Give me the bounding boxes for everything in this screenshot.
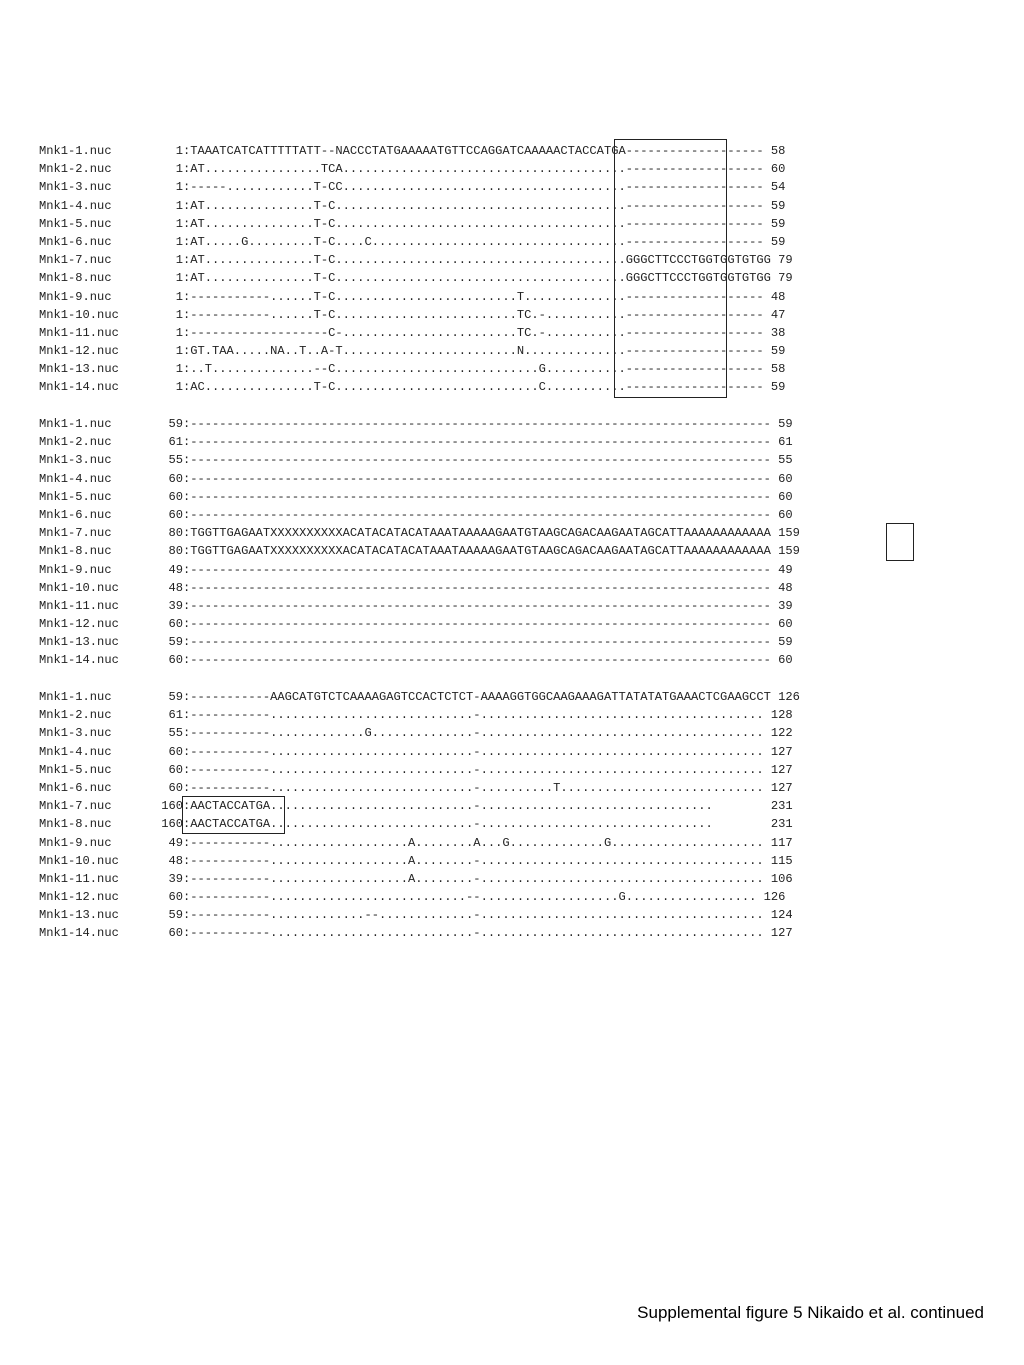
- start-position: 61: [168, 435, 183, 450]
- start-position: 1: [175, 234, 183, 249]
- start-position: 60: [168, 780, 183, 795]
- end-position: 55: [770, 453, 793, 468]
- sequence-name: Mnk1-2.nuc: [39, 162, 112, 177]
- end-position: 38: [763, 325, 786, 340]
- sequence-string: AACTACCATGA............................-................................: [190, 817, 764, 832]
- sequence-string: AACTACCATGA............................-................................: [190, 799, 764, 814]
- end-position: 159: [770, 544, 800, 559]
- end-position: 60: [770, 489, 793, 504]
- start-position: 48: [168, 853, 183, 868]
- separator: :: [183, 216, 191, 231]
- sequence-name: Mnk1-12.nuc: [39, 890, 119, 905]
- sequence-string: -----------AAGCATGTCTCAAAAGAGTCCACTCTCT-AAAAGGTGGCAAGAAAGATTATATATGAAACTCGAAGCCT: [190, 690, 771, 704]
- sequence-name: Mnk1-5.nuc: [39, 762, 112, 777]
- end-position: 60: [763, 162, 786, 177]
- sequence-name: Mnk1-4.nuc: [39, 744, 112, 759]
- end-position: 61: [770, 435, 793, 450]
- end-position: 126: [756, 890, 786, 905]
- start-position: 1: [175, 344, 183, 359]
- separator: :: [183, 325, 191, 340]
- end-position: 115: [763, 853, 793, 868]
- end-position: 60: [770, 653, 793, 668]
- end-position: 231: [763, 799, 793, 814]
- separator: :: [183, 926, 191, 941]
- alignment-row: [39, 615, 800, 633]
- sequence-string: -----------.............G..............-.......................................: [190, 726, 764, 741]
- start-position: 59: [168, 635, 183, 650]
- sequence-string: --------------------------------------------------------------------------------: [190, 653, 771, 668]
- start-position: 1: [175, 144, 183, 158]
- sequence-name: Mnk1-1.nuc: [39, 144, 112, 158]
- alignment-row: [39, 579, 800, 597]
- sequence-string: -----------............................-.......................................: [190, 926, 764, 941]
- start-position: 60: [168, 890, 183, 905]
- sequence-string: --------------------------------------------------------------------------------: [190, 562, 771, 577]
- sequence-string: -----------............................-.......................................: [190, 762, 764, 777]
- separator: :: [183, 234, 191, 249]
- sequence-string: --------------------------------------------------------------------------------: [190, 489, 771, 504]
- sequence-string: AC...............T-C............................C...........-------------------: [190, 380, 764, 395]
- sequence-name: Mnk1-4.nuc: [39, 198, 112, 213]
- sequence-string: TGGTTGAGAATXXXXXXXXXXACATACATACATAAATAAAAAGAATGTAAGCAGACAAGAATAGCATTAAAAAAAAAAAA: [190, 526, 771, 541]
- separator: :: [183, 635, 191, 650]
- sequence-string: -----------............................-..........T............................: [190, 780, 764, 795]
- sequence-string: AT...............T-C........................................-------------------: [190, 198, 764, 213]
- separator: :: [183, 762, 191, 777]
- sequence-string: --------------------------------------------------------------------------------: [190, 598, 771, 613]
- alignment-row: [39, 451, 800, 469]
- separator: :: [183, 780, 191, 795]
- separator: :: [183, 799, 191, 814]
- alignment-row: [39, 561, 800, 579]
- alignment-row: [39, 888, 800, 906]
- sequence-name: Mnk1-9.nuc: [39, 562, 112, 577]
- alignment-row: [39, 415, 800, 433]
- end-position: 48: [770, 580, 793, 595]
- sequence-string: -----............T-CC.......................................-------------------: [190, 180, 764, 195]
- sequence-string: AT.....G.........T-C....C...................................-------------------: [190, 234, 764, 249]
- sequence-string: AT...............T-C........................................GGGCTTCCCTGGTGGTGTGG: [190, 271, 771, 286]
- separator: :: [183, 526, 191, 541]
- alignment-row: [39, 779, 800, 797]
- sequence-name: Mnk1-10.nuc: [39, 580, 119, 595]
- alignment-row: [39, 834, 800, 852]
- sequence-name: Mnk1-6.nuc: [39, 507, 112, 522]
- sequence-string: --------------------------------------------------------------------------------: [190, 507, 771, 522]
- separator: :: [183, 453, 191, 468]
- sequence-name: Mnk1-3.nuc: [39, 726, 112, 741]
- start-position: 59: [168, 908, 183, 923]
- separator: :: [183, 708, 191, 723]
- start-position: 1: [175, 289, 183, 304]
- end-position: 59: [763, 198, 786, 213]
- separator: :: [183, 162, 191, 177]
- separator: :: [183, 344, 191, 359]
- alignment-row: [39, 797, 800, 815]
- start-position: 1: [175, 162, 183, 177]
- start-position: 1: [175, 180, 183, 195]
- sequence-string: AT...............T-C........................................GGGCTTCCCTGGTGGTGTGG: [190, 253, 771, 268]
- sequence-name: Mnk1-3.nuc: [39, 453, 112, 468]
- end-position: 127: [763, 780, 793, 795]
- start-position: 1: [175, 198, 183, 213]
- alignment-row: [39, 597, 800, 615]
- end-position: 127: [763, 762, 793, 777]
- start-position: 1: [175, 253, 183, 268]
- start-position: 60: [168, 617, 183, 632]
- start-position: 60: [168, 762, 183, 777]
- separator: :: [183, 598, 191, 613]
- sequence-string: AT...............T-C........................................-------------------: [190, 216, 764, 231]
- start-position: 60: [168, 489, 183, 504]
- sequence-string: -----------...........................--...................G..................: [190, 890, 757, 905]
- sequence-name: Mnk1-3.nuc: [39, 180, 112, 195]
- sequence-string: --------------------------------------------------------------------------------: [190, 617, 771, 632]
- separator: :: [183, 380, 191, 395]
- sequence-string: --------------------------------------------------------------------------------: [190, 417, 771, 431]
- sequence-string: --------------------------------------------------------------------------------: [190, 453, 771, 468]
- separator: :: [183, 289, 191, 304]
- sequence-string: --------------------------------------------------------------------------------: [190, 580, 771, 595]
- alignment-row: [39, 433, 800, 451]
- highlight-box-block3-repeat: [182, 796, 285, 834]
- start-position: 1: [175, 362, 183, 377]
- end-position: 122: [763, 726, 793, 741]
- separator: :: [183, 562, 191, 577]
- sequence-string: -----------......T-C.........................T..............-------------------: [190, 289, 764, 304]
- sequence-name: Mnk1-13.nuc: [39, 635, 119, 650]
- separator: :: [183, 817, 191, 832]
- figure-caption: Supplemental figure 5 Nikaido et al. continued: [637, 1303, 984, 1322]
- alignment-block: [39, 688, 800, 943]
- start-position: 61: [168, 708, 183, 723]
- sequence-string: --------------------------------------------------------------------------------: [190, 635, 771, 650]
- end-position: 39: [770, 598, 793, 613]
- sequence-string: ..T..............--C............................G...........-------------------: [190, 362, 764, 377]
- end-position: 58: [763, 144, 786, 158]
- separator: :: [183, 653, 191, 668]
- alignment-row: [39, 852, 800, 870]
- sequence-name: Mnk1-2.nuc: [39, 708, 112, 723]
- sequence-name: Mnk1-5.nuc: [39, 489, 112, 504]
- highlight-box-block2-polya: [886, 523, 914, 561]
- alignment-row: [39, 743, 800, 761]
- start-position: 49: [168, 835, 183, 850]
- separator: :: [183, 417, 191, 431]
- start-position: 1: [175, 271, 183, 286]
- end-position: 59: [763, 216, 786, 231]
- sequence-name: Mnk1-7.nuc: [39, 799, 112, 814]
- end-position: 117: [763, 835, 793, 850]
- sequence-string: -----------............................-.......................................: [190, 744, 764, 759]
- start-position: 39: [168, 598, 183, 613]
- end-position: 128: [763, 708, 793, 723]
- end-position: 59: [763, 234, 786, 249]
- start-position: 60: [168, 653, 183, 668]
- sequence-string: -----------...................A........-.......................................: [190, 853, 764, 868]
- end-position: 79: [770, 271, 793, 286]
- start-position: 1: [175, 307, 183, 322]
- sequence-string: AT................TCA.......................................-------------------: [190, 162, 764, 177]
- sequence-name: Mnk1-5.nuc: [39, 216, 112, 231]
- end-position: 126: [770, 690, 800, 704]
- end-position: 59: [770, 635, 793, 650]
- end-position: 124: [763, 908, 793, 923]
- separator: :: [183, 507, 191, 522]
- sequence-name: Mnk1-8.nuc: [39, 817, 112, 832]
- separator: :: [183, 180, 191, 195]
- start-position: 49: [168, 562, 183, 577]
- end-position: 127: [763, 744, 793, 759]
- end-position: 59: [763, 344, 786, 359]
- separator: :: [183, 435, 191, 450]
- alignment-row: [39, 906, 800, 924]
- sequence-string: GT.TAA.....NA..T..A-T........................N..............-------------------: [190, 344, 764, 359]
- alignment-row: [39, 488, 800, 506]
- end-position: 60: [770, 617, 793, 632]
- separator: :: [183, 471, 191, 486]
- sequence-string: -------------------C-........................TC.-...........-------------------: [190, 325, 764, 340]
- sequence-string: --------------------------------------------------------------------------------: [190, 471, 771, 486]
- separator: :: [183, 690, 191, 704]
- sequence-name: Mnk1-13.nuc: [39, 362, 119, 377]
- alignment-row: [39, 542, 800, 560]
- end-position: 47: [763, 307, 786, 322]
- separator: :: [183, 835, 191, 850]
- end-position: 60: [770, 471, 793, 486]
- alignment-row: [39, 688, 800, 706]
- end-position: 59: [763, 380, 786, 395]
- end-position: 60: [770, 507, 793, 522]
- start-position: 55: [168, 726, 183, 741]
- sequence-name: Mnk1-11.nuc: [39, 325, 119, 340]
- start-position: 1: [175, 380, 183, 395]
- sequence-name: Mnk1-1.nuc: [39, 417, 112, 431]
- separator: :: [183, 362, 191, 377]
- sequence-string: -----------.............--.............-.......................................: [190, 908, 764, 923]
- separator: :: [183, 580, 191, 595]
- start-position: 59: [168, 417, 183, 431]
- end-position: 159: [770, 526, 800, 541]
- sequence-string: -----------......T-C.........................TC.-...........-------------------: [190, 307, 764, 322]
- sequence-name: Mnk1-8.nuc: [39, 544, 112, 559]
- separator: :: [183, 307, 191, 322]
- end-position: 231: [763, 817, 793, 832]
- sequence-string: TAAATCATCATTTTTATT--NACCCTATGAAAAATGTTCCAGGATCAAAAACTACCATGA-------------------: [190, 144, 764, 158]
- separator: :: [183, 890, 191, 905]
- alignment-row: [39, 724, 800, 742]
- sequence-name: Mnk1-11.nuc: [39, 598, 119, 613]
- start-position: 39: [168, 871, 183, 886]
- sequence-name: Mnk1-12.nuc: [39, 344, 119, 359]
- sequence-name: Mnk1-14.nuc: [39, 380, 119, 395]
- end-position: 48: [763, 289, 786, 304]
- sequence-name: Mnk1-10.nuc: [39, 307, 119, 322]
- separator: :: [183, 198, 191, 213]
- sequence-name: Mnk1-6.nuc: [39, 234, 112, 249]
- separator: :: [183, 853, 191, 868]
- separator: :: [183, 253, 191, 268]
- start-position: 1: [175, 216, 183, 231]
- sequence-name: Mnk1-9.nuc: [39, 835, 112, 850]
- alignment-row: [39, 470, 800, 488]
- alignment-row: [39, 633, 800, 651]
- start-position: 1: [175, 325, 183, 340]
- separator: :: [183, 744, 191, 759]
- separator: :: [183, 271, 191, 286]
- sequence-name: Mnk1-7.nuc: [39, 253, 112, 268]
- alignment-block: [39, 415, 800, 670]
- start-position: 60: [168, 507, 183, 522]
- alignment-row: [39, 506, 800, 524]
- alignment-row: [39, 651, 800, 669]
- sequence-name: Mnk1-14.nuc: [39, 653, 119, 668]
- start-position: 60: [168, 471, 183, 486]
- start-position: 80: [168, 544, 183, 559]
- alignment-row: [39, 761, 800, 779]
- sequence-name: Mnk1-2.nuc: [39, 435, 112, 450]
- end-position: 58: [763, 362, 786, 377]
- start-position: 160: [161, 799, 183, 814]
- separator: :: [183, 908, 191, 923]
- start-position: 80: [168, 526, 183, 541]
- sequence-name: Mnk1-6.nuc: [39, 780, 112, 795]
- alignment-row: [39, 706, 800, 724]
- start-position: 60: [168, 744, 183, 759]
- sequence-name: Mnk1-13.nuc: [39, 908, 119, 923]
- sequence-string: -----------...................A........-.......................................: [190, 871, 764, 886]
- alignment-row: [39, 924, 800, 942]
- separator: :: [183, 544, 191, 559]
- separator: :: [183, 726, 191, 741]
- sequence-name: Mnk1-4.nuc: [39, 471, 112, 486]
- start-position: 60: [168, 926, 183, 941]
- sequence-name: Mnk1-7.nuc: [39, 526, 112, 541]
- end-position: 106: [763, 871, 793, 886]
- alignment-row: [39, 815, 800, 833]
- sequence-name: Mnk1-10.nuc: [39, 853, 119, 868]
- end-position: 127: [763, 926, 793, 941]
- sequence-string: -----------...................A........A...G.............G.....................: [190, 835, 764, 850]
- sequence-string: -----------............................-.......................................: [190, 708, 764, 723]
- end-position: 59: [770, 417, 793, 431]
- sequence-name: Mnk1-11.nuc: [39, 871, 119, 886]
- sequence-name: Mnk1-12.nuc: [39, 617, 119, 632]
- sequence-name: Mnk1-1.nuc: [39, 690, 112, 704]
- end-position: 79: [770, 253, 793, 268]
- start-position: 59: [168, 690, 183, 704]
- start-position: 55: [168, 453, 183, 468]
- end-position: 49: [770, 562, 793, 577]
- alignment-row: [39, 524, 800, 542]
- highlight-box-block1-motif: [614, 139, 727, 398]
- sequence-string: --------------------------------------------------------------------------------: [190, 435, 771, 450]
- alignment-row: [39, 870, 800, 888]
- end-position: 54: [763, 180, 786, 195]
- sequence-name: Mnk1-8.nuc: [39, 271, 112, 286]
- separator: :: [183, 144, 191, 158]
- separator: :: [183, 871, 191, 886]
- start-position: 48: [168, 580, 183, 595]
- separator: :: [183, 489, 191, 504]
- sequence-name: Mnk1-9.nuc: [39, 289, 112, 304]
- separator: :: [183, 617, 191, 632]
- sequence-name: Mnk1-14.nuc: [39, 926, 119, 941]
- sequence-string: TGGTTGAGAATXXXXXXXXXXACATACATACATAAATAAAAAGAATGTAAGCAGACAAGAATAGCATTAAAAAAAAAAAA: [190, 544, 771, 559]
- start-position: 160: [161, 817, 183, 832]
